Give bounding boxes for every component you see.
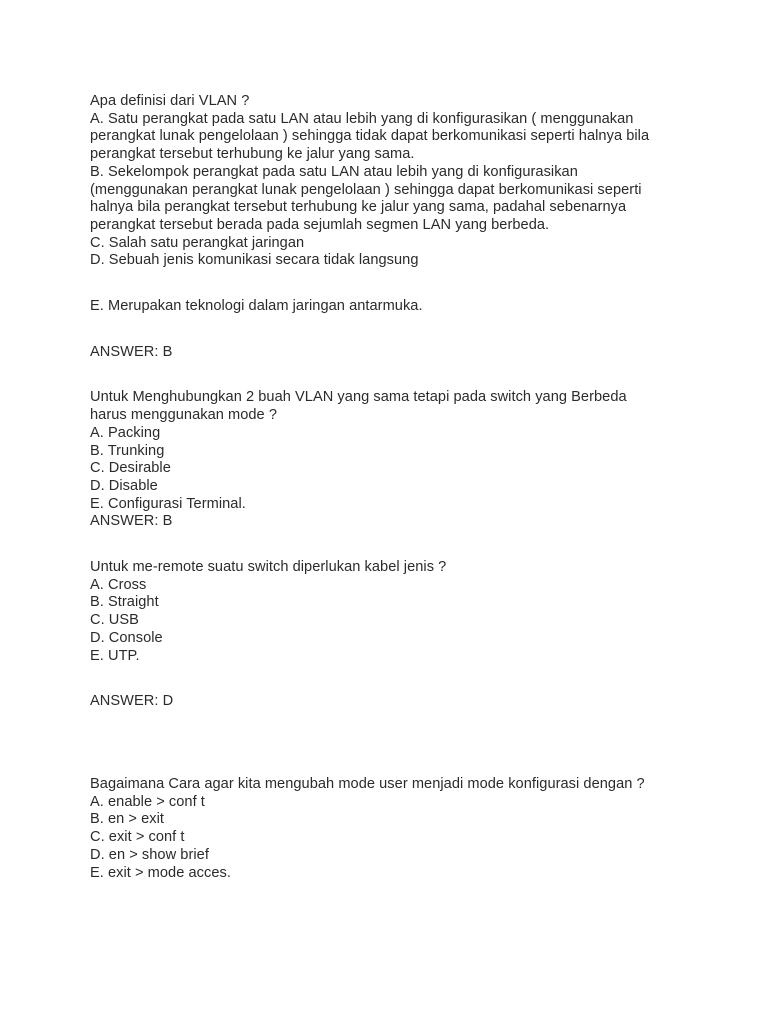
- question-2-answer: ANSWER: B: [90, 513, 173, 530]
- question-2-option-a: A. Packing: [90, 424, 161, 441]
- spacer: [90, 711, 690, 776]
- spacer: [90, 531, 690, 559]
- question-2-option-c: C. Desirable: [90, 460, 171, 477]
- question-1-option-d: D. Sebuah jenis komunikasi secara tidak langsung: [90, 252, 419, 269]
- question-3-option-c: C. USB: [90, 612, 139, 629]
- question-3-text: Untuk me-remote suatu switch diperlukan kabel jenis ?: [90, 559, 447, 576]
- question-4-option-b: B. en > exit: [90, 811, 165, 828]
- question-2-option-d: D. Disable: [90, 477, 158, 494]
- question-2-option-e: E. Configurasi Terminal.: [90, 495, 246, 512]
- question-1-option-c: C. Salah satu perangkat jaringan: [90, 234, 305, 251]
- question-4-text: Bagaimana Cara agar kita mengubah mode user menjadi mode konfigurasi dengan ?: [90, 775, 645, 792]
- question-3-option-a: A. Cross: [90, 576, 147, 593]
- question-4-option-c: C. exit > conf t: [90, 829, 185, 846]
- question-1-option-e: E. Merupakan teknologi dalam jaringan antarmuka.: [90, 298, 423, 315]
- question-4-option-a: A. enable > conf t: [90, 793, 205, 810]
- question-1-option-b-line-3: halnya bila perangkat tersebut terhubung ke jalur yang sama, padahal sebenarnya: [90, 199, 627, 216]
- question-2-option-b: B. Trunking: [90, 442, 165, 459]
- question-1-option-b-line-2: (menggunakan perangkat lunak pengelolaan ) sehingga dapat berkomunikasi seperti: [90, 181, 642, 198]
- question-3: [90, 559, 690, 711]
- question-4-option-d: D. en > show brief: [90, 846, 209, 863]
- question-1-option-b-line-1: B. Sekelompok perangkat pada satu LAN atau lebih yang di konfigurasikan: [90, 163, 578, 180]
- question-2-text-line-1: Untuk Menghubungkan 2 buah VLAN yang sama tetapi pada switch yang Berbeda: [90, 389, 627, 406]
- question-1-option-a-line-1: A. Satu perangkat pada satu LAN atau lebih yang di konfigurasikan ( menggunakan: [90, 110, 634, 127]
- question-3-option-d: D. Console: [90, 629, 163, 646]
- question-3-option-b: B. Straight: [90, 594, 159, 611]
- question-1-text: Apa definisi dari VLAN ?: [90, 93, 250, 109]
- question-3-option-e: E. UTP.: [90, 647, 140, 664]
- question-2-text-line-2: harus menggunakan mode ?: [90, 407, 277, 424]
- question-1: [90, 93, 690, 361]
- question-2: [90, 389, 690, 531]
- question-1-answer: ANSWER: B: [90, 343, 173, 360]
- spacer: [90, 665, 690, 693]
- question-1-option-a-line-3: perangkat tersebut terhubung ke jalur yang sama.: [90, 146, 415, 163]
- spacer: [90, 316, 690, 344]
- question-1-option-b-line-4: perangkat tersebut berada pada sejumlah segmen LAN yang berbeda.: [90, 216, 550, 233]
- question-4: [90, 776, 690, 882]
- spacer: [90, 361, 690, 389]
- document-content: [90, 93, 690, 882]
- question-4-option-e: E. exit > mode acces.: [90, 864, 231, 881]
- question-3-answer: ANSWER: D: [90, 693, 174, 710]
- spacer: [90, 270, 690, 298]
- question-1-option-a-line-2: perangkat lunak pengelolaan ) sehingga tidak dapat berkomunikasi seperti halnya bila: [90, 128, 650, 145]
